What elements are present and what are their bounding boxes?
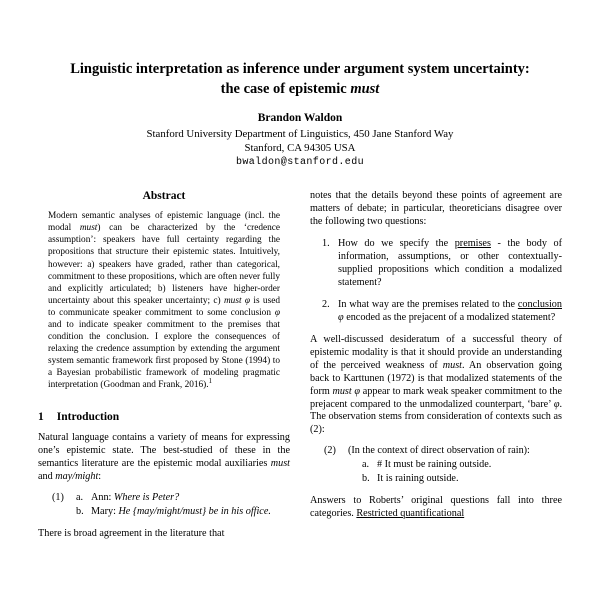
example-1-item-b — [76, 506, 290, 519]
example-2-content — [348, 445, 562, 487]
author-affiliation-line2: Stanford, CA 94305 USA — [244, 142, 356, 155]
example-2-item-b-text: It is raining outside. — [377, 473, 459, 485]
example-1-item-b-text: Mary: He {may/might/must} be in his office. — [91, 506, 271, 518]
example-2-item-b — [362, 473, 562, 486]
right-paragraph-1: notes that the details beyond these points of agreement are matters of debate; in particular, theoreticians disagree over the following two questions: — [310, 190, 562, 228]
right-paragraph-2: A well-discussed desideratum of a successful theory of epistemic modality is that it should provide an understanding of the perceived weakness of must. An observation going back to Karttunen (1972) is that modalized statements of the form must φ appear to mark weak speaker commitment to the prejacent compared to the unmodalized counterpart, ‘bare’ φ. The observation stems from consideration of contexts such as (2): — [310, 333, 562, 436]
example-1-item-a-label: a. — [76, 492, 84, 504]
author-email: bwaldon@stanford.edu — [235, 157, 365, 169]
section-number: 1 — [38, 411, 44, 424]
example-2-item-a-label: a. — [362, 459, 370, 471]
question-1-text: How do we specify the premises - the body of information, assumptions, or other contextually-supplied propositions which condition a modalized statement? — [338, 238, 562, 288]
example-2-item-a-text: # It must be raining outside. — [377, 459, 492, 471]
example-2-context: (In the context of direct observation of rain): — [348, 445, 530, 457]
question-2 — [322, 299, 562, 325]
section-title: Introduction — [56, 411, 120, 424]
example-1-item-b-label: b. — [76, 506, 84, 518]
author-affiliation-line1: Stanford University Department of Linguistics, 450 Jane Stanford Way — [146, 128, 454, 141]
question-2-text: In what way are the premises related to the conclusion φ encoded as the prejacent of a modalized statement? — [338, 298, 562, 323]
abstract-text: Modern semantic analyses of epistemic language (incl. the modal must) can be characterized by the ‘credence assumption’: speakers have full certainty regarding the propositions that structure their epistemic states. Intuitively, however: a) speakers have graded, rather than categorical, commitment to these propositions, which are often never fully and explicitly articulated; b) listeners have higher-order uncertainty about this speaker uncertainty; c) must φ is used to communicate speaker commitment to some conclusion φ and to indicate speaker commitment to the premises that condition the conclusion. I explore the consequences of relaxing the credence assumption by extending the argument system semantic framework first proposed by Stone (1994) to a Bayesian probabilistic framework of modeling pragmatic interpretation (Goodman and Frank, 2016).$^1$ — [48, 211, 280, 391]
question-1 — [322, 238, 562, 290]
section-heading-introduction — [38, 411, 290, 423]
example-1-item-a-text: Ann: Where is Peter? — [91, 492, 180, 504]
question-1-number: 1. — [322, 238, 330, 250]
two-column-body — [38, 190, 562, 541]
question-2-number: 2. — [322, 298, 330, 310]
example-2-item-a — [362, 459, 562, 472]
left-column — [38, 190, 290, 541]
example-2 — [324, 445, 562, 487]
example-2-items — [362, 459, 562, 486]
author-block — [38, 112, 562, 168]
intro-paragraph-1: Natural language contains a variety of means for expressing one’s epistemic state. The best-studied of these in the semantics literature are the epistemic modal auxiliaries must and may/might: — [38, 432, 290, 483]
example-1-items — [76, 492, 290, 520]
paper-title: Linguistic interpretation as inference under argument system uncertainty: the case of epistemic must — [70, 61, 530, 97]
example-1-item-a — [76, 492, 290, 505]
right-column — [310, 190, 562, 541]
example-1-label: (1) — [52, 492, 64, 504]
example-2-label: (2) — [324, 445, 336, 457]
intro-paragraph-2: There is broad agreement in the literature that — [38, 528, 225, 540]
example-1 — [52, 492, 290, 520]
author-name: Brandon Waldon — [257, 112, 343, 125]
abstract-heading: Abstract — [142, 190, 186, 203]
right-paragraph-3: Answers to Roberts’ original questions fall into three categories. Restricted quantificational — [310, 495, 562, 520]
example-2-item-b-label: b. — [362, 473, 370, 485]
